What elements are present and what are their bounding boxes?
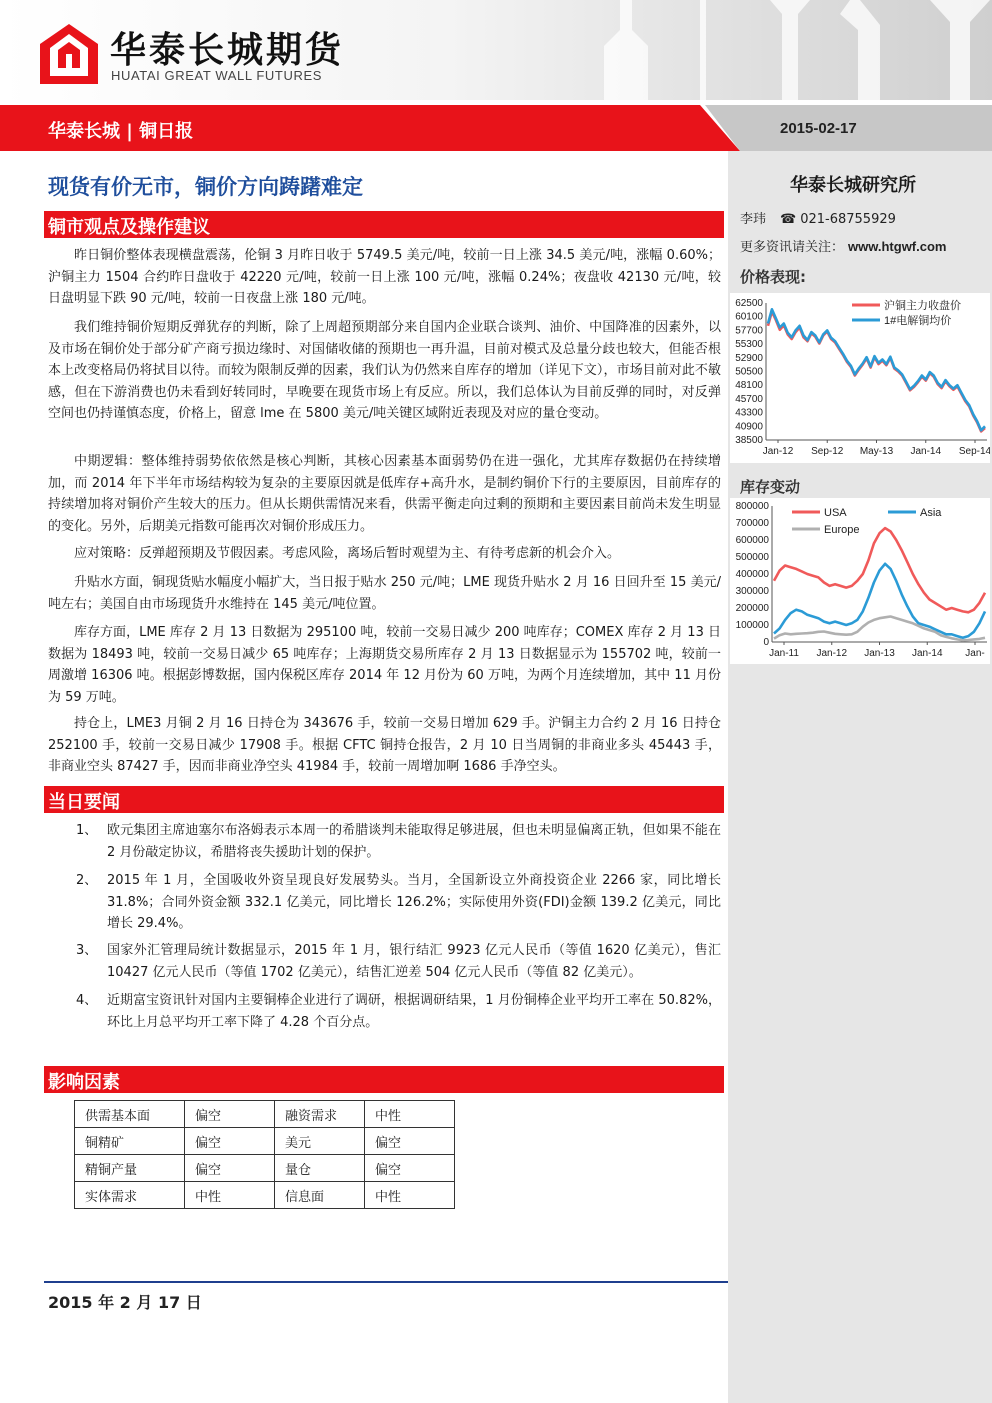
x-tick-label: Jan-14 — [910, 446, 942, 457]
table-cell: 信息面 — [275, 1182, 365, 1209]
news-number: 1、 — [76, 823, 98, 838]
y-tick-label: 48100 — [735, 380, 763, 392]
x-tick-label: Sep-12 — [811, 446, 844, 457]
more-info — [740, 236, 946, 255]
x-tick-label: Sep-14 — [958, 446, 990, 457]
y-tick-label: 62500 — [735, 298, 763, 309]
table-row — [75, 1101, 455, 1128]
x-tick-label: May-13 — [859, 446, 894, 457]
institute-name: 华泰长城研究所 — [790, 175, 916, 196]
table-cell: 美元 — [275, 1128, 365, 1155]
more-info-label: 更多资讯请关注： — [740, 240, 845, 255]
header-decoration — [520, 0, 992, 100]
logo-icon — [40, 24, 98, 84]
legend-label: Asia — [920, 507, 942, 519]
inventory-chart — [730, 498, 990, 664]
footer-divider — [44, 1281, 728, 1283]
table-cell: 铜精矿 — [75, 1128, 185, 1155]
report-date: 2015-02-17 — [780, 120, 857, 137]
news-number: 4、 — [76, 993, 98, 1008]
news-text: 国家外汇管理局统计数据显示，2015 年 1 月，银行结汇 9923 亿元人民币（等值 1620 亿美元），售汇 10427 亿元人民币（等值 1702 亿美元），结售汇逆差 504 亿元人民币（等值 82 亿美元）。 — [107, 943, 721, 980]
factors-table — [74, 1100, 455, 1209]
table-cell: 精铜产量 — [75, 1155, 185, 1182]
analyst-phone: 021-68755929 — [800, 212, 896, 227]
paragraph: 昨日铜价整体表现横盘震荡，伦铜 3 月昨日收于 5749.5 美元/吨，较前一日上涨 34.5 美元/吨，涨幅 0.60%；沪铜主力 1504 合约昨日盘收于 42220 元/吨，较前一日上涨 100 元/吨，涨幅 0.24%；夜盘收 42130 元/吨，较日盘明显下跌 90 元/吨，较前一日夜盘上涨 180 元/吨。 — [48, 248, 721, 306]
inventory-heading: 库存变动 — [740, 478, 801, 496]
table-cell: 融资需求 — [275, 1101, 365, 1128]
paragraph: 持仓上，LME3 月铜 2 月 16 日持仓为 343676 手，较前一交易日增加 629 手。沪铜主力合约 2 月 16 日持仓 252100 手，较前一交易日减少 17908 手。根据 CFTC 铜持仓报告，2 月 10 日当周铜的非商业多头 45443 手，非商业空头 87427 手，因而非商业净空头 41984 手，较前一周增加啊 1686 手净空头。 — [48, 716, 721, 774]
x-tick-label: Jan-13 — [864, 648, 895, 659]
y-tick-label: 0 — [763, 637, 769, 648]
table-cell: 偏空 — [365, 1128, 455, 1155]
table-cell: 偏空 — [185, 1101, 275, 1128]
table-row — [75, 1182, 455, 1209]
page-title: 现货有价无市，铜价方向踌躇难定 — [48, 175, 363, 199]
brand-name-cn: 华泰长城期货 — [110, 30, 345, 71]
table-cell: 偏空 — [185, 1128, 275, 1155]
news-item — [76, 870, 721, 936]
y-tick-label: 43300 — [735, 407, 763, 419]
series-line — [768, 309, 985, 430]
paragraph: 库存方面，LME 库存 2 月 13 日数据为 295100 吨，较前一交易日减少 200 吨库存；COMEX 库存 2 月 13 日数据为 18493 吨，较前一交易日减少 65 吨库存；上海期货交易所库存 2 月 13 日数据显示为 155702 吨，较前一周激增 16306 吨。根据彭博数据，国内保税区库存 2014 年 12 月份为 60 万吨，为两个月连续增加，其中 11 月份为 59 万吨。 — [48, 625, 721, 705]
table-row — [75, 1128, 455, 1155]
price-heading: 价格表现: — [740, 268, 806, 286]
y-tick-label: 57700 — [735, 325, 763, 337]
analyst-contact — [740, 208, 896, 227]
y-tick-label: 52900 — [735, 352, 763, 364]
x-tick-label: Jan-11 — [769, 648, 799, 659]
report-title: 华泰长城 | 铜日报 — [48, 121, 194, 142]
section-header-factors — [44, 1066, 724, 1093]
news-text: 欧元集团主席迪塞尔布洛姆表示本周一的希腊谈判未能取得足够进展，但也未明显偏离正轨，但如果不能在 2 月份敲定协议，希腊将丧失援助计划的保护。 — [107, 823, 721, 860]
y-tick-label: 800000 — [735, 501, 769, 512]
news-number: 2、 — [76, 873, 98, 888]
y-tick-label: 500000 — [735, 552, 769, 563]
y-tick-label: 300000 — [735, 586, 769, 597]
section-title: 当日要闻 — [48, 792, 120, 813]
news-item — [76, 940, 721, 984]
price-chart — [730, 293, 990, 463]
x-tick-label: Jan-12 — [762, 446, 794, 457]
table-cell: 中性 — [365, 1182, 455, 1209]
series-line — [774, 617, 985, 641]
y-tick-label: 700000 — [735, 518, 769, 529]
y-tick-label: 100000 — [735, 620, 769, 631]
section-title: 影响因素 — [48, 1072, 120, 1093]
page-header — [0, 0, 992, 100]
y-tick-label: 60100 — [735, 311, 763, 323]
table-cell: 中性 — [185, 1182, 275, 1209]
paragraph: 我们维持铜价短期反弹犹存的判断，除了上周超预期部分来自国内企业联合谈判、油价、中国降准的因素外，以及市场在铜价处于部分矿产商亏损边缘时、对国储收储的预期也一再升温，目前对模式及总量分歧也较大，但能否根本上改变格局仍将拭目以待。而较为限制反弹的因素，我们认为仍然来自库存的增加（详见下文），市场目前对此不敏感，但在下游消费也仍未看到好转同时，早晚要在现货市场上有反应。所以，我们总体认为目前反弹的同时，对反弹空间也仍持谨慎态度，价格上，留意 lme 在 5800 美元/吨关键区域附近表现及对应的量仓变动。 — [48, 320, 721, 421]
website-link[interactable]: www.htgwf.com — [848, 239, 947, 254]
y-tick-label: 200000 — [735, 603, 769, 614]
section-header-news — [44, 786, 724, 813]
legend-label: 1#电解铜均价 — [884, 315, 952, 327]
y-tick-label: 600000 — [735, 535, 769, 546]
inventory-chart-svg — [730, 498, 990, 664]
brand-name-en: HUATAI GREAT WALL FUTURES — [111, 68, 322, 83]
table-cell: 偏空 — [365, 1155, 455, 1182]
legend-label: Europe — [824, 524, 860, 536]
series-line — [774, 564, 985, 638]
table-cell: 中性 — [365, 1101, 455, 1128]
paragraph: 应对策略：反弹超预期及节假因素。考虑风险，离场后暂时观望为主、有待考虑新的机会介入。 — [74, 546, 621, 561]
analyst-name: 李玮 — [740, 212, 767, 227]
news-item — [76, 820, 721, 864]
news-text: 2015 年 1 月，全国吸收外资呈现良好发展势头。当月，全国新设立外商投资企业 2266 家，同比增长 31.8%；合同外资金额 332.1 亿美元，同比增长 126.2%；实际使用外资(FDI)金额 139.2 亿美元，同比增长 29.4%。 — [107, 873, 721, 931]
section-header-view — [44, 211, 724, 238]
section-title: 铜市观点及操作建议 — [48, 217, 210, 238]
news-number: 3、 — [76, 943, 98, 958]
legend-label: USA — [824, 507, 847, 519]
footer-date: 2015 年 2 月 17 日 — [48, 1293, 202, 1312]
y-tick-label: 40900 — [735, 421, 763, 433]
x-tick-label: Jan-14 — [911, 648, 943, 659]
news-item — [76, 990, 721, 1034]
paragraph: 升贴水方面，铜现货贴水幅度小幅扩大，当日报于贴水 250 元/吨；LME 现货升贴水 2 月 16 日回升至 15 美元/吨左右；美国自由市场现货升水维持在 145 美元/吨位置。 — [48, 575, 721, 612]
table-row — [75, 1155, 455, 1182]
x-tick-label: Jan-12 — [816, 648, 848, 659]
y-tick-label: 55300 — [735, 339, 763, 351]
price-chart-svg — [730, 293, 990, 463]
paragraph: 中期逻辑：整体维持弱势依依然是核心判断，其核心因素基本面弱势仍在进一强化，尤其库存数据仍在持续增加，而 2014 年下半年市场结构较为复杂的主要原因就是低库存+高升水，是制约铜价下行的主要原因，目前库存的持续增加将对铜价产生较大的压力。但从长期供需情况来看，供需平衡走向过剩的预期和主要因素目前尚未发生明显的变化。另外，后期美元指数可能再次对铜价形成压力。 — [48, 454, 721, 534]
table-cell: 量仓 — [275, 1155, 365, 1182]
table-cell: 偏空 — [185, 1155, 275, 1182]
y-tick-label: 400000 — [735, 569, 769, 580]
y-tick-label: 38500 — [735, 435, 763, 446]
x-tick-label: Jan- — [965, 648, 985, 659]
table-cell: 供需基本面 — [75, 1101, 185, 1128]
y-tick-label: 50500 — [735, 366, 763, 378]
table-cell: 实体需求 — [75, 1182, 185, 1209]
legend-label: 沪铜主力收盘价 — [884, 300, 961, 312]
y-tick-label: 45700 — [735, 393, 763, 405]
news-text: 近期富宝资讯针对国内主要铜棒企业进行了调研，根据调研结果，1 月份铜棒企业平均开工率在 50.82%，环比上月总平均开工率下降了 4.28 个百分点。 — [107, 993, 721, 1030]
phone-icon: ☎ — [780, 212, 797, 227]
